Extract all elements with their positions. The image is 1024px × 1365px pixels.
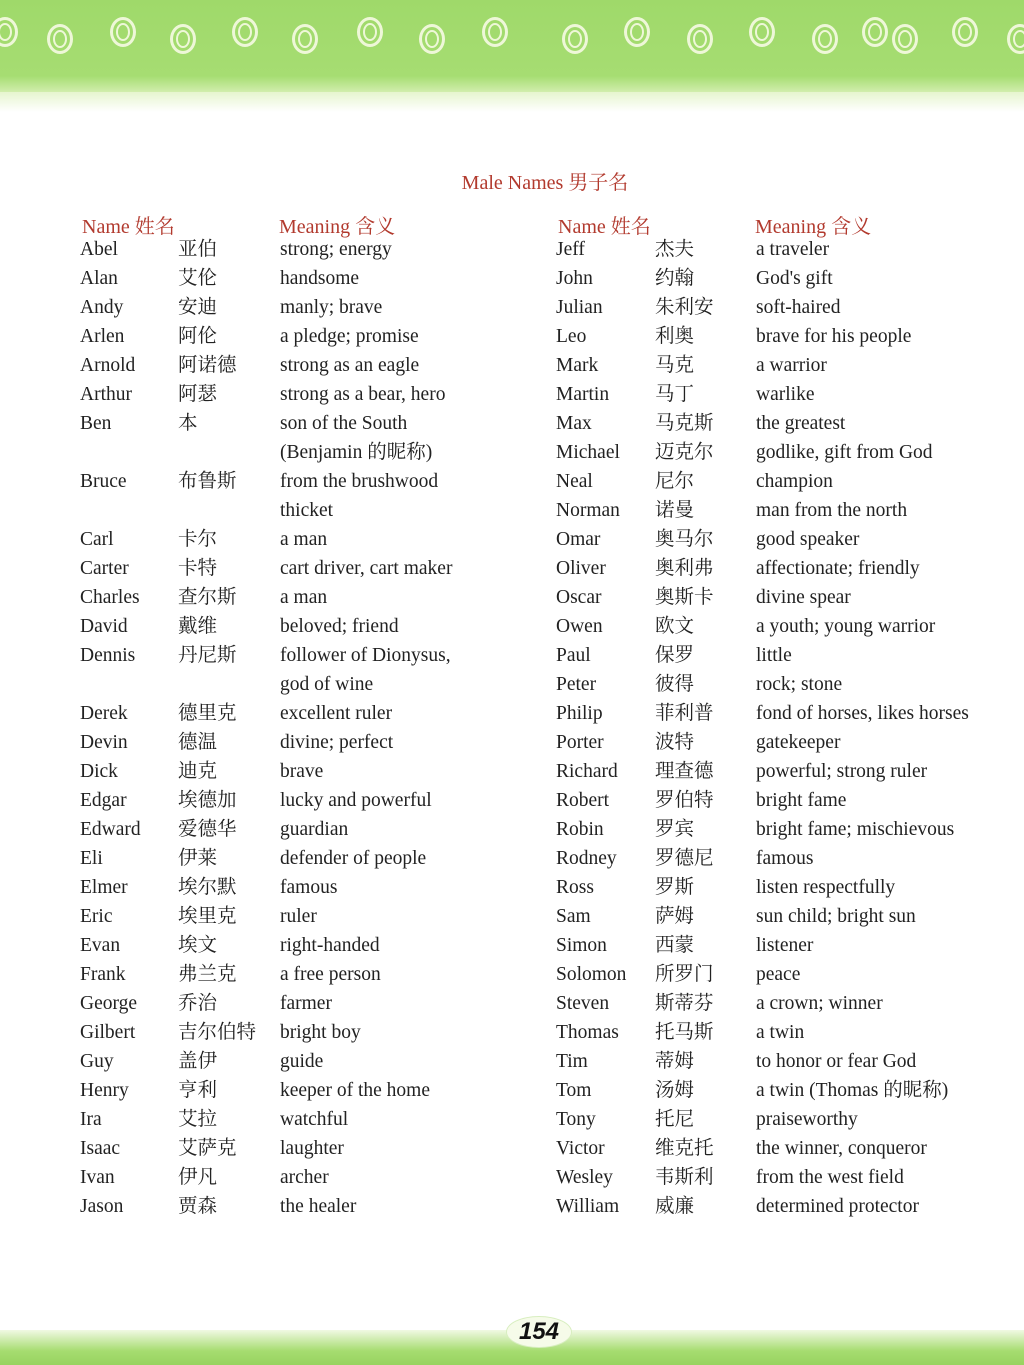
chinese-name-cell: 德里克 [178, 703, 237, 724]
ring-ornament [952, 17, 978, 47]
meaning-cell: watchful [280, 1109, 349, 1130]
name-cell: Andy [80, 297, 124, 318]
chinese-name-cell: 安迪 [178, 297, 218, 318]
chinese-name-cell: 艾伦 [178, 268, 218, 289]
name-cell: Wesley [556, 1167, 613, 1188]
chinese-name-cell: 韦斯利 [655, 1167, 714, 1188]
meaning-cell: bright fame; mischievous [756, 819, 955, 840]
chinese-name-cell: 诺曼 [655, 500, 695, 521]
name-cell: Eric [80, 906, 113, 927]
name-cell: Porter [556, 732, 604, 753]
chinese-name-cell: 艾萨克 [178, 1138, 237, 1159]
name-cell: Oscar [556, 587, 602, 608]
chinese-name-cell: 查尔斯 [178, 587, 237, 608]
chinese-name-cell: 阿瑟 [178, 384, 218, 405]
meaning-cell: a pledge; promise [280, 326, 419, 347]
chinese-name-cell: 卡尔 [178, 529, 218, 550]
chinese-name-cell: 卡特 [178, 558, 218, 579]
chinese-name-cell: 布鲁斯 [178, 471, 237, 492]
meaning-cell: a man [280, 587, 328, 608]
meaning-cell: archer [280, 1167, 329, 1188]
ring-ornament [892, 24, 918, 54]
meaning-cell: God's gift [756, 268, 833, 289]
chinese-name-cell: 朱利安 [655, 297, 714, 318]
name-cell: Martin [556, 384, 610, 405]
name-cell: Arthur [80, 384, 132, 405]
chinese-name-cell: 伊莱 [178, 848, 218, 869]
chinese-name-cell: 菲利普 [655, 703, 714, 724]
chinese-name-cell: 奥斯卡 [655, 587, 714, 608]
chinese-name-cell: 丹尼斯 [178, 645, 237, 666]
name-cell: Frank [80, 964, 126, 985]
ring-ornament [232, 17, 258, 47]
meaning-cell: strong as an eagle [280, 355, 420, 376]
meaning-cell: the winner, conqueror [756, 1138, 927, 1159]
name-cell: Tom [556, 1080, 592, 1101]
chinese-name-cell: 马丁 [655, 384, 695, 405]
ring-ornament [357, 17, 383, 47]
meaning-cell: a man [280, 529, 328, 550]
ring-ornament [419, 24, 445, 54]
meaning-cell: laughter [280, 1138, 344, 1159]
name-cell: John [556, 268, 593, 289]
name-cell: Devin [80, 732, 128, 753]
name-cell: Norman [556, 500, 620, 521]
meaning-cell: sun child; bright sun [756, 906, 916, 927]
meaning-cell: a youth; young warrior [756, 616, 936, 637]
chinese-name-cell: 汤姆 [655, 1080, 695, 1101]
meaning-cell: bright boy [280, 1022, 361, 1043]
meaning-cell: a free person [280, 964, 381, 985]
meaning-cell: cart driver, cart maker [280, 558, 453, 579]
name-cell: Oliver [556, 558, 606, 579]
chinese-name-cell: 埃德加 [178, 790, 237, 811]
chinese-name-cell: 波特 [655, 732, 695, 753]
ring-ornament [812, 24, 838, 54]
chinese-name-cell: 德温 [178, 732, 218, 753]
meaning-cell: bright fame [756, 790, 847, 811]
meaning-cell: thicket [280, 500, 334, 521]
name-cell: Derek [80, 703, 128, 724]
meaning-cell: brave [280, 761, 324, 782]
name-cell: Peter [556, 674, 597, 695]
meaning-cell: keeper of the home [280, 1080, 430, 1101]
chinese-name-cell: 托马斯 [655, 1022, 714, 1043]
band-fade [0, 92, 1024, 112]
chinese-name-cell: 戴维 [178, 616, 218, 637]
name-cell: Bruce [80, 471, 127, 492]
name-cell: Guy [80, 1051, 114, 1072]
meaning-cell: strong; energy [280, 239, 392, 260]
meaning-cell: rock; stone [756, 674, 843, 695]
meaning-cell: listener [756, 935, 814, 956]
meaning-cell: defender of people [280, 848, 427, 869]
name-cell: Edward [80, 819, 141, 840]
meaning-cell: ruler [280, 906, 317, 927]
name-cell: Eli [80, 848, 103, 869]
chinese-name-cell: 马克斯 [655, 413, 714, 434]
name-cell: George [80, 993, 138, 1014]
name-cell: Arlen [80, 326, 125, 347]
name-cell: Leo [556, 326, 587, 347]
chinese-name-cell: 所罗门 [655, 964, 714, 985]
name-cell: Arnold [80, 355, 136, 376]
top-decorative-band [0, 0, 1024, 95]
ring-ornament [862, 17, 888, 47]
ring-ornament [292, 24, 318, 54]
chinese-name-cell: 盖伊 [178, 1051, 218, 1072]
meaning-cell: man from the north [756, 500, 908, 521]
chinese-name-cell: 理查德 [655, 761, 714, 782]
chinese-name-cell: 蒂姆 [655, 1051, 695, 1072]
name-cell: Abel [80, 239, 118, 260]
ring-ornament [562, 24, 588, 54]
name-cell: Tony [556, 1109, 596, 1130]
meaning-cell: a twin (Thomas 的昵称) [756, 1080, 949, 1101]
meaning-cell: soft-haired [756, 297, 841, 318]
ring-ornament [624, 17, 650, 47]
meaning-cell: godlike, gift from God [756, 442, 933, 463]
chinese-name-cell: 萨姆 [655, 906, 695, 927]
meaning-cell: warlike [756, 384, 815, 405]
chinese-name-cell: 奥利弗 [655, 558, 714, 579]
chinese-name-cell: 约翰 [655, 268, 695, 289]
name-cell: William [556, 1196, 620, 1217]
name-cell: Ira [80, 1109, 102, 1130]
chinese-name-cell: 本 [178, 413, 198, 434]
meaning-cell: beloved; friend [280, 616, 399, 637]
right-meaning-header: Meaning 含义 [755, 216, 872, 238]
name-cell: Richard [556, 761, 618, 782]
ring-ornament [110, 17, 136, 47]
meaning-cell: from the west field [756, 1167, 904, 1188]
meaning-cell: a traveler [756, 239, 830, 260]
name-cell: Carl [80, 529, 114, 550]
meaning-cell: determined protector [756, 1196, 919, 1217]
meaning-cell: god of wine [280, 674, 374, 695]
ring-ornament [482, 17, 508, 47]
chinese-name-cell: 彼得 [655, 674, 695, 695]
name-cell: Jason [80, 1196, 124, 1217]
meaning-cell: farmer [280, 993, 332, 1014]
meaning-cell: affectionate; friendly [756, 558, 920, 579]
meaning-cell: lucky and powerful [280, 790, 432, 811]
meaning-cell: the healer [280, 1196, 357, 1217]
name-cell: Philip [556, 703, 603, 724]
meaning-cell: divine; perfect [280, 732, 394, 753]
meaning-cell: good speaker [756, 529, 860, 550]
chinese-name-cell: 亚伯 [178, 239, 218, 260]
left-name-header: Name 姓名 [82, 216, 175, 238]
meaning-cell: the greatest [756, 413, 846, 434]
name-cell: Michael [556, 442, 620, 463]
name-cell: Robin [556, 819, 604, 840]
chinese-name-cell: 阿伦 [178, 326, 218, 347]
name-cell: Dennis [80, 645, 136, 666]
meaning-cell: strong as a bear, hero [280, 384, 446, 405]
name-cell: Charles [80, 587, 140, 608]
name-cell: Gilbert [80, 1022, 136, 1043]
chinese-name-cell: 杰夫 [655, 239, 695, 260]
name-cell: Neal [556, 471, 593, 492]
chinese-name-cell: 艾拉 [178, 1109, 218, 1130]
name-cell: Dick [80, 761, 118, 782]
name-cell: Jeff [556, 239, 585, 260]
meaning-cell: follower of Dionysus, [280, 645, 451, 666]
chinese-name-cell: 威廉 [655, 1196, 695, 1217]
meaning-cell: right-handed [280, 935, 380, 956]
chinese-name-cell: 托尼 [655, 1109, 695, 1130]
chinese-name-cell: 尼尔 [655, 471, 695, 492]
ring-ornament [170, 24, 196, 54]
chinese-name-cell: 马克 [655, 355, 695, 376]
chinese-name-cell: 迪克 [178, 761, 218, 782]
chinese-name-cell: 埃尔默 [178, 877, 237, 898]
meaning-cell: handsome [280, 268, 360, 289]
chinese-name-cell: 吉尔伯特 [178, 1022, 257, 1043]
chinese-name-cell: 罗宾 [655, 819, 695, 840]
name-cell: Carter [80, 558, 129, 579]
chinese-name-cell: 贾森 [178, 1196, 218, 1217]
left-meaning-header: Meaning 含义 [279, 216, 396, 238]
ring-ornament [687, 24, 713, 54]
page-title: Male Names 男子名 [461, 172, 629, 194]
page-number: 154 [506, 1316, 572, 1348]
chinese-name-cell: 迈克尔 [655, 442, 714, 463]
chinese-name-cell: 罗斯 [655, 877, 695, 898]
chinese-name-cell: 乔治 [178, 993, 218, 1014]
ring-ornament [749, 17, 775, 47]
meaning-cell: a crown; winner [756, 993, 883, 1014]
name-cell: Ivan [80, 1167, 115, 1188]
name-cell: Steven [556, 993, 610, 1014]
meaning-cell: a warrior [756, 355, 827, 376]
meaning-cell: excellent ruler [280, 703, 393, 724]
meaning-cell: powerful; strong ruler [756, 761, 928, 782]
meaning-cell: little [756, 645, 792, 666]
name-cell: Simon [556, 935, 607, 956]
meaning-cell: guide [280, 1051, 324, 1072]
chinese-name-cell: 维克托 [655, 1138, 714, 1159]
meaning-cell: gatekeeper [756, 732, 841, 753]
meaning-cell: champion [756, 471, 833, 492]
name-cell: David [80, 616, 128, 637]
name-cell: Isaac [80, 1138, 121, 1159]
ring-ornament [0, 17, 18, 47]
right-name-header: Name 姓名 [558, 216, 651, 238]
chinese-name-cell: 罗德尼 [655, 848, 714, 869]
chinese-name-cell: 埃里克 [178, 906, 237, 927]
meaning-cell: son of the South [280, 413, 408, 434]
name-cell: Edgar [80, 790, 127, 811]
chinese-name-cell: 爱德华 [178, 819, 237, 840]
meaning-cell: brave for his people [756, 326, 912, 347]
chinese-name-cell: 伊凡 [178, 1167, 218, 1188]
chinese-name-cell: 弗兰克 [178, 964, 237, 985]
chinese-name-cell: 斯蒂芬 [655, 993, 714, 1014]
name-cell: Owen [556, 616, 603, 637]
chinese-name-cell: 阿诺德 [178, 355, 237, 376]
meaning-cell: fond of horses, likes horses [756, 703, 969, 724]
meaning-cell: listen respectfully [756, 877, 896, 898]
meaning-cell: manly; brave [280, 297, 383, 318]
name-cell: Tim [556, 1051, 588, 1072]
chinese-name-cell: 埃文 [178, 935, 218, 956]
name-cell: Robert [556, 790, 610, 811]
meaning-cell: famous [280, 877, 338, 898]
meaning-cell: to honor or fear God [756, 1051, 917, 1072]
name-cell: Elmer [80, 877, 128, 898]
name-cell: Mark [556, 355, 599, 376]
name-cell: Omar [556, 529, 601, 550]
name-cell: Paul [556, 645, 591, 666]
name-cell: Solomon [556, 964, 627, 985]
ring-ornament [1007, 24, 1024, 54]
ring-ornament [47, 24, 73, 54]
chinese-name-cell: 保罗 [655, 645, 695, 666]
meaning-cell: peace [756, 964, 801, 985]
name-cell: Rodney [556, 848, 617, 869]
chinese-name-cell: 奥马尔 [655, 529, 714, 550]
chinese-name-cell: 罗伯特 [655, 790, 714, 811]
meaning-cell: from the brushwood [280, 471, 439, 492]
meaning-cell: a twin [756, 1022, 805, 1043]
meaning-cell: (Benjamin 的昵称) [280, 442, 433, 463]
name-cell: Evan [80, 935, 121, 956]
name-cell: Max [556, 413, 592, 434]
chinese-name-cell: 欧文 [655, 616, 695, 637]
name-cell: Sam [556, 906, 591, 927]
name-cell: Julian [556, 297, 603, 318]
name-cell: Thomas [556, 1022, 619, 1043]
name-cell: Ross [556, 877, 594, 898]
meaning-cell: divine spear [756, 587, 851, 608]
meaning-cell: famous [756, 848, 814, 869]
name-cell: Henry [80, 1080, 129, 1101]
name-cell: Alan [80, 268, 118, 289]
chinese-name-cell: 利奥 [655, 326, 695, 347]
chinese-name-cell: 亨利 [178, 1080, 218, 1101]
name-cell: Ben [80, 413, 112, 434]
chinese-name-cell: 西蒙 [655, 935, 695, 956]
meaning-cell: guardian [280, 819, 349, 840]
name-cell: Victor [556, 1138, 605, 1159]
meaning-cell: praiseworthy [756, 1109, 858, 1130]
